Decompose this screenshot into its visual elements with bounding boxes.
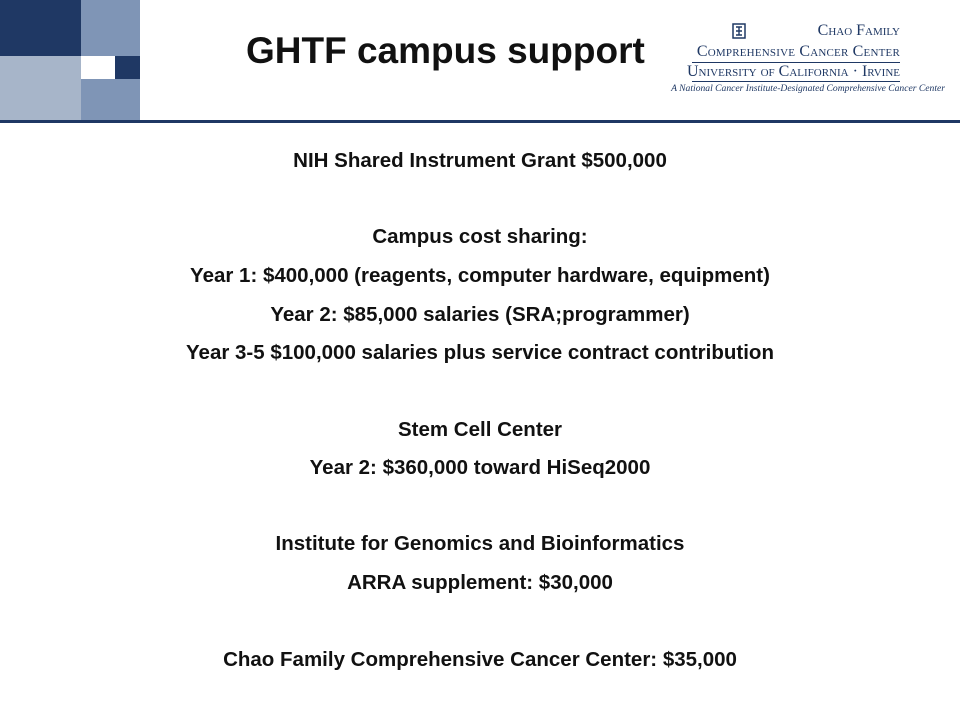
decor-square-slate-bottom	[81, 79, 140, 120]
logo-line-3: University of California · Irvine	[687, 63, 900, 80]
body-line-year-2: Year 2: $85,000 salaries (SRA;programmer)	[270, 303, 690, 326]
slide-title: GHTF campus support	[246, 30, 645, 71]
decor-square-navy-top	[0, 0, 81, 56]
logo-divider-2	[692, 81, 900, 82]
body-line-stem-cell-heading: Stem Cell Center	[397, 418, 563, 441]
decor-square-light-left	[0, 56, 81, 120]
body-line-year-3-5: Year 3-5 $100,000 salaries plus service contract contribution	[186, 341, 774, 364]
decor-square-navy-small	[115, 56, 140, 79]
title-divider	[0, 120, 960, 123]
logo-line-1: Chao Family	[817, 22, 900, 39]
cancer-center-logo	[640, 20, 950, 100]
body-line-cost-sharing-heading: Campus cost sharing:	[372, 225, 588, 248]
body-line-igb-heading: Institute for Genomics and Bioinformatics	[275, 532, 685, 555]
logo-line-4: A National Cancer Institute-Designated Comprehensive Cancer Center	[671, 83, 945, 94]
body-line-stem-cell-year-2: Year 2: $360,000 toward HiSeq2000	[309, 456, 651, 479]
body-line-chao-family: Chao Family Comprehensive Cancer Center: $35,000	[223, 648, 737, 671]
body-line-nih-grant: NIH Shared Instrument Grant $500,000	[293, 149, 667, 172]
decor-square-slate-top	[81, 0, 140, 56]
logo-line-2: Comprehensive Cancer Center	[696, 43, 900, 60]
body-line-year-1: Year 1: $400,000 (reagents, computer hardware, equipment)	[190, 264, 770, 287]
body-line-arra: ARRA supplement: $30,000	[347, 571, 613, 594]
